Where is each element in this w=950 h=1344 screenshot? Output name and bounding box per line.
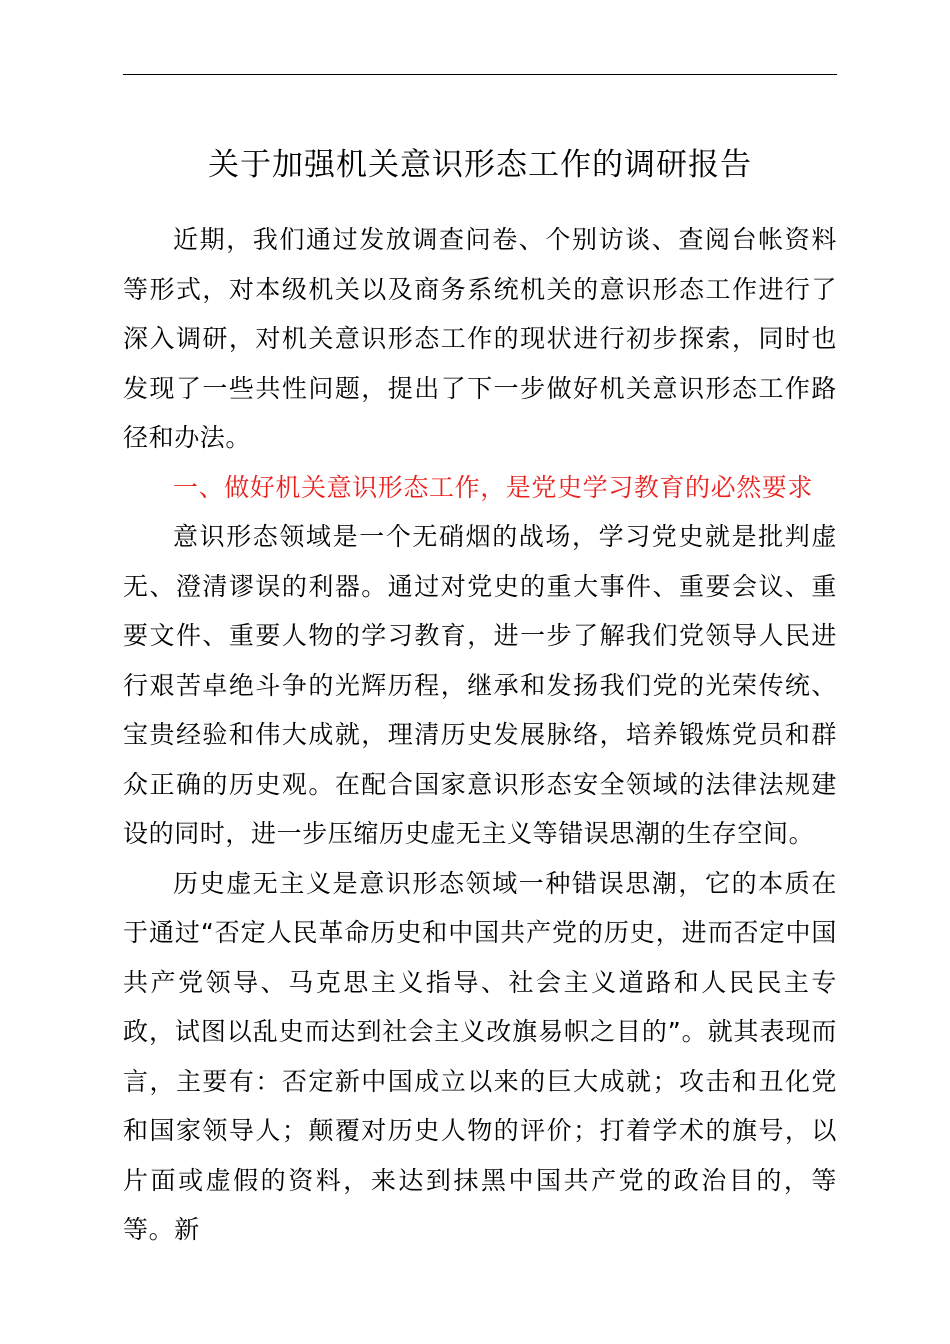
body-paragraph: 意识形态领域是一个无硝烟的战场，学习党史就是批判虚无、澄清谬误的利器。通过对党史的重大事件、重要会议、重要文件、重要人物的学习教育，进一步了解我们党领导人民进行艰苦卓绝斗争的光辉历程，继承和发扬我们党的光荣传统、宝贵经验和伟大成就，理清历史发展脉络，培养锻炼党员和群众正确的历史观。在配合国家意识形态安全领域的法律法规建设的同时，进一步压缩历史虚无主义等错误思潮的生存空间。	[123, 522, 837, 848]
section-heading: 一、做好机关意识形态工作，是党史学习教育的必然要求	[173, 472, 814, 502]
header-rule	[123, 74, 837, 75]
intro-paragraph: 近期，我们通过发放调查问卷、个别访谈、查阅台帐资料等形式，对本级机关以及商务系统机关的意识形态工作进行了深入调研，对机关意识形态工作的现状进行初步探索，同时也发现了一些共性问题，提出了下一步做好机关意识形态工作路径和办法。	[123, 225, 837, 452]
body-paragraph: 历史虚无主义是意识形态领域一种错误思潮，它的本质在于通过“否定人民革命历史和中国共产党的历史，进而否定中国共产党领导、马克思主义指导、社会主义道路和人民民主专政，试图以乱史而达到社会主义改旗易帜之目的”。就其表现而言，主要有：否定新中国成立以来的巨大成就；攻击和丑化党和国家领导人；颠覆对历史人物的评价；打着学术的旗号，以片面或虚假的资料，来达到抹黑中国共产党的政治目的，等等。新	[123, 868, 837, 1244]
document-body	[123, 215, 837, 1255]
document-title: 关于加强机关意识形态工作的调研报告	[208, 147, 752, 183]
